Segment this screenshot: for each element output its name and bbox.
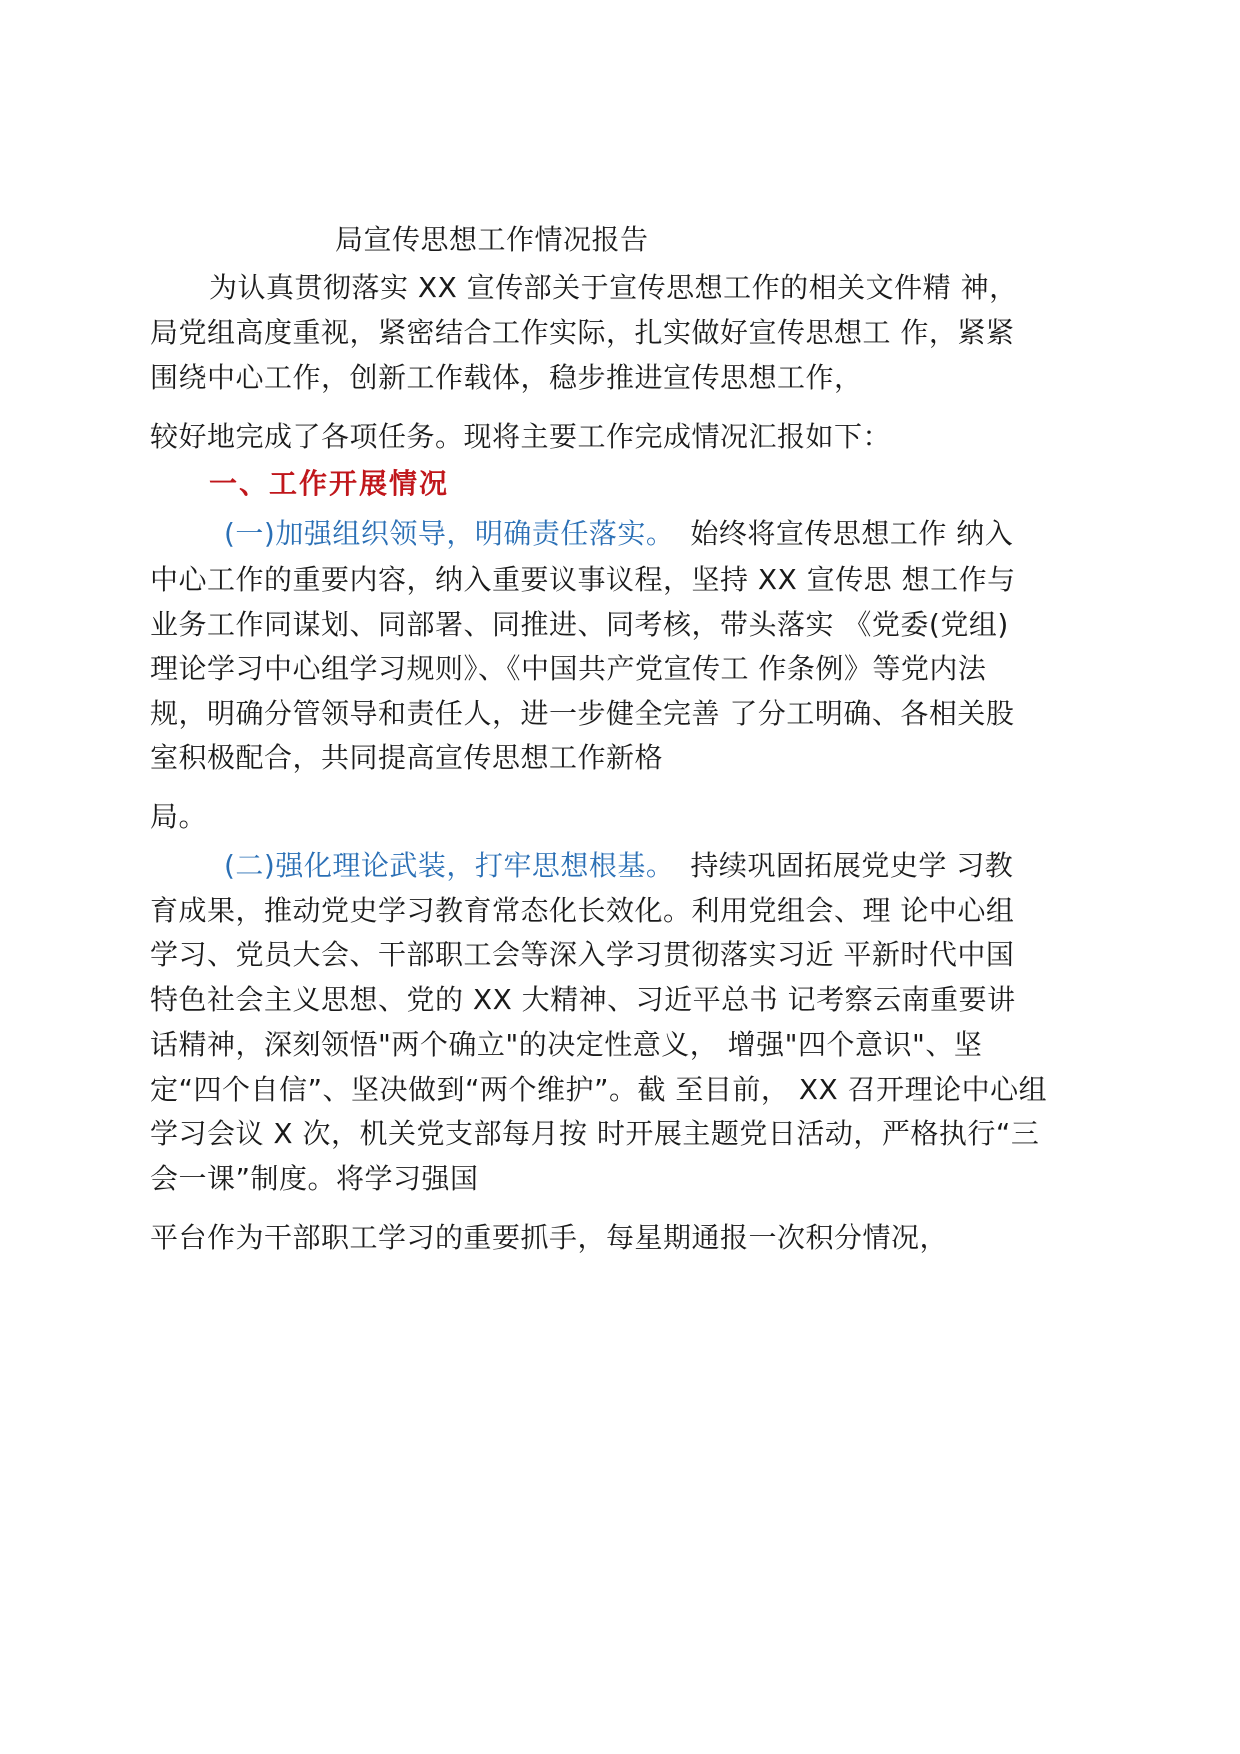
intro-line: 为认真贯彻落实 XX 宣传部关于宣传思想工作的相关文件精 神， bbox=[209, 271, 1018, 304]
paragraph-line: 业务工作同谋划、同部署、同推进、同考核，带头落实 《党委(党组) bbox=[150, 608, 1009, 641]
subsection-heading: (一)加强组织领导，明确责任落实。 bbox=[224, 517, 675, 550]
intro-line: 局党组高度重视，紧密结合工作实际，扎实做好宣传思想工 作，紧紧 bbox=[150, 316, 1015, 349]
paragraph-line: 育成果，推动党史学习教育常态化长效化。利用党组会、理 论中心组 bbox=[150, 894, 1015, 927]
paragraph-line: 平台作为干部职工学习的重要抓手，每星期通报一次积分情况， bbox=[150, 1221, 949, 1254]
paragraph-line: 中心工作的重要内容，纳入重要议事议程，坚持 XX 宣传思 想工作与 bbox=[150, 563, 1016, 596]
paragraph-line: 学习会议 X 次，机关党支部每月按 时开展主题党日活动，严格执行“三 bbox=[150, 1117, 1040, 1150]
paragraph-text: 始终将宣传思想工作 纳入 bbox=[690, 517, 1014, 550]
paragraph-line: 定“四个自信”、坚决做到“两个维护”。截 至目前， XX 召开理论中心组 bbox=[150, 1073, 1048, 1106]
paragraph-first-line bbox=[224, 848, 1013, 884]
paragraph-line: 局。 bbox=[150, 800, 208, 833]
paragraph-text: 持续巩固拓展党史学 习教 bbox=[690, 849, 1014, 882]
paragraph-line: 会一课”制度。将学习强国 bbox=[150, 1162, 479, 1195]
paragraph-line: 理论学习中心组学习规则》、《中国共产党宣传工 作条例》等党内法 bbox=[150, 652, 987, 685]
intro-line: 较好地完成了各项任务。现将主要工作完成情况汇报如下： bbox=[150, 420, 892, 453]
paragraph-line: 室积极配合，共同提高宣传思想工作新格 bbox=[150, 741, 664, 774]
paragraph-line: 规，明确分管领导和责任人，进一步健全完善 了分工明确、各相关股 bbox=[150, 697, 1015, 730]
document-title: 局宣传思想工作情况报告 bbox=[335, 223, 649, 256]
section-heading: 一、工作开展情况 bbox=[209, 467, 450, 500]
paragraph-first-line bbox=[224, 516, 1013, 552]
subsection-heading: (二)强化理论武装，打牢思想根基。 bbox=[224, 849, 675, 882]
paragraph-line: 话精神，深刻领悟"两个确立"的决定性意义， 增强"四个意识"、坚 bbox=[150, 1028, 983, 1061]
paragraph-line: 学习、党员大会、干部职工会等深入学习贯彻落实习近 平新时代中国 bbox=[150, 938, 1015, 971]
intro-line: 围绕中心工作，创新工作载体，稳步推进宣传思想工作， bbox=[150, 361, 863, 394]
paragraph-line: 特色社会主义思想、党的 XX 大精神、习近平总书 记考察云南重要讲 bbox=[150, 983, 1016, 1016]
